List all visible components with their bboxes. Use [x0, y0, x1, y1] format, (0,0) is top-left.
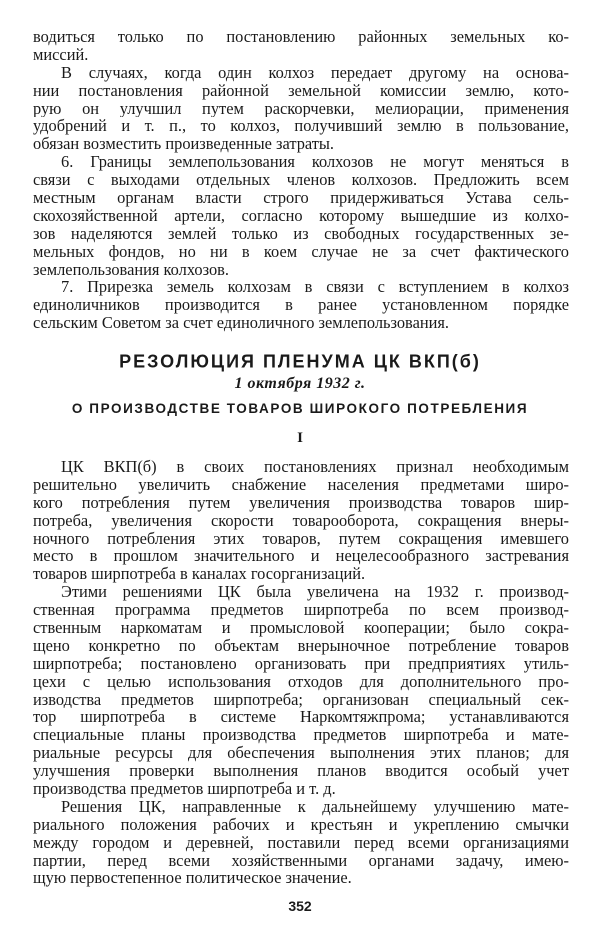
text-line: партии, перед всеми хозяйственными органами задачу, имею-: [33, 851, 569, 870]
section-number: I: [297, 430, 303, 446]
text-line: местным органам власти строго придерживаться Устава сель-: [33, 189, 569, 207]
text-line: ширпотреба; постановлено организовать при предприятиях утиль-: [33, 654, 569, 673]
text-line: В случаях, когда один колхоз передает другому на основа-: [61, 63, 569, 82]
text-line: связи с выходами отдельных членов колхозов. Предложить всем: [33, 171, 569, 190]
resolution-title: РЕЗОЛЮЦИЯ ПЛЕНУМА ЦК ВКП(б): [119, 350, 481, 372]
text-block-consumer-goods: [33, 458, 569, 887]
text-line: риального положения рабочих и крестьян и укреплению смычки: [33, 815, 569, 834]
text-line: нии постановления районной земельной комиссии землю, кото-: [33, 81, 569, 100]
text-line: ственная программа предметов ширпотреба по всем производ-: [33, 601, 569, 620]
text-line: решительно увеличить снабжение населения предметами широ-: [33, 475, 569, 494]
text-line: место в прошлом значительного и нецелесообразного застревания: [33, 547, 569, 566]
text-line: тор ширпотреба в системе Наркомтяжпрома; устанавливаются: [33, 708, 569, 727]
text-line: кого потребления путем увеличения производства товаров шир-: [33, 493, 569, 512]
text-line: землепользования колхозов.: [33, 260, 229, 279]
text-line: Этими решениями ЦК была увеличена на 1932 г. производ-: [61, 583, 569, 602]
text-line: потреба, увеличения скорости товарооборота, сокращения внеры-: [33, 511, 569, 530]
text-line: ственным наркоматам и промысловой кооперации; было сокра-: [33, 619, 569, 637]
text-line: обязан возместить произведенные затраты.: [33, 135, 335, 154]
text-line: ЦК ВКП(б) в своих постановлениях признал необходимым: [61, 458, 569, 476]
text-line: улучшения проверки выполнения планов вводится особый учет: [33, 762, 569, 781]
text-line: товаров ширпотреба в каналах госорганизаций.: [33, 565, 366, 584]
text-line: рую он улучшил путем раскорчевки, мелиорации, применения: [33, 99, 569, 118]
text-line: щено конкретно по объектам внерыночное потребление товаров: [33, 636, 569, 655]
text-line: ночного потребления этих товаров, путем сокращения имевшего: [33, 529, 569, 548]
page-number: 352: [288, 898, 312, 914]
resolution-subtitle: О ПРОИЗВОДСТВЕ ТОВАРОВ ШИРОКОГО ПОТРЕБЛЕНИЯ: [71, 401, 529, 416]
resolution-date: 1 октября 1932 г.: [234, 375, 366, 392]
text-line: между городом и деревней, поставили перед всеми организациями: [33, 833, 569, 852]
text-line: удобрений и т. п., то колхоз, получивший землю в пользование,: [33, 117, 569, 136]
text-line: мельных фондов, но ни в коем случае не за счет фактического: [33, 242, 569, 261]
text-line: специальные планы производства предметов ширпотреба и мате-: [33, 726, 569, 745]
text-line: 6. Границы землепользования колхозов не могут меняться в: [61, 153, 569, 172]
text-line: цехи с целью использования отходов для дополнительного про-: [33, 672, 569, 691]
text-block-land-use: [33, 28, 569, 332]
text-line: миссий.: [33, 45, 89, 64]
text-line: единоличников производится в ранее установленном порядке: [33, 296, 569, 315]
text-line: изводства предметов ширпотреба; организован специальный сек-: [33, 690, 569, 709]
text-line: 7. Прирезка земель колхозам в связи с вступлением в колхоз: [61, 278, 569, 297]
text-line: риальные ресурсы для обеспечения выполнения этих планов; для: [33, 744, 569, 763]
text-line: зов наделяются землей только из свободных государственных зе-: [33, 224, 569, 243]
text-line: Решения ЦК, направленные к дальнейшему улучшению мате-: [61, 797, 569, 816]
text-line: водиться только по постановлению районных земельных ко-: [33, 28, 569, 46]
text-line: щую первостепенное политическое значение.: [33, 869, 352, 888]
text-line: скохозяйственной артели, согласно которому вышедшие из колхо-: [33, 206, 569, 225]
text-line: сельским Советом за счет единоличного землепользования.: [33, 314, 450, 333]
text-line: производства предметов ширпотреба и т. д.: [33, 780, 336, 798]
